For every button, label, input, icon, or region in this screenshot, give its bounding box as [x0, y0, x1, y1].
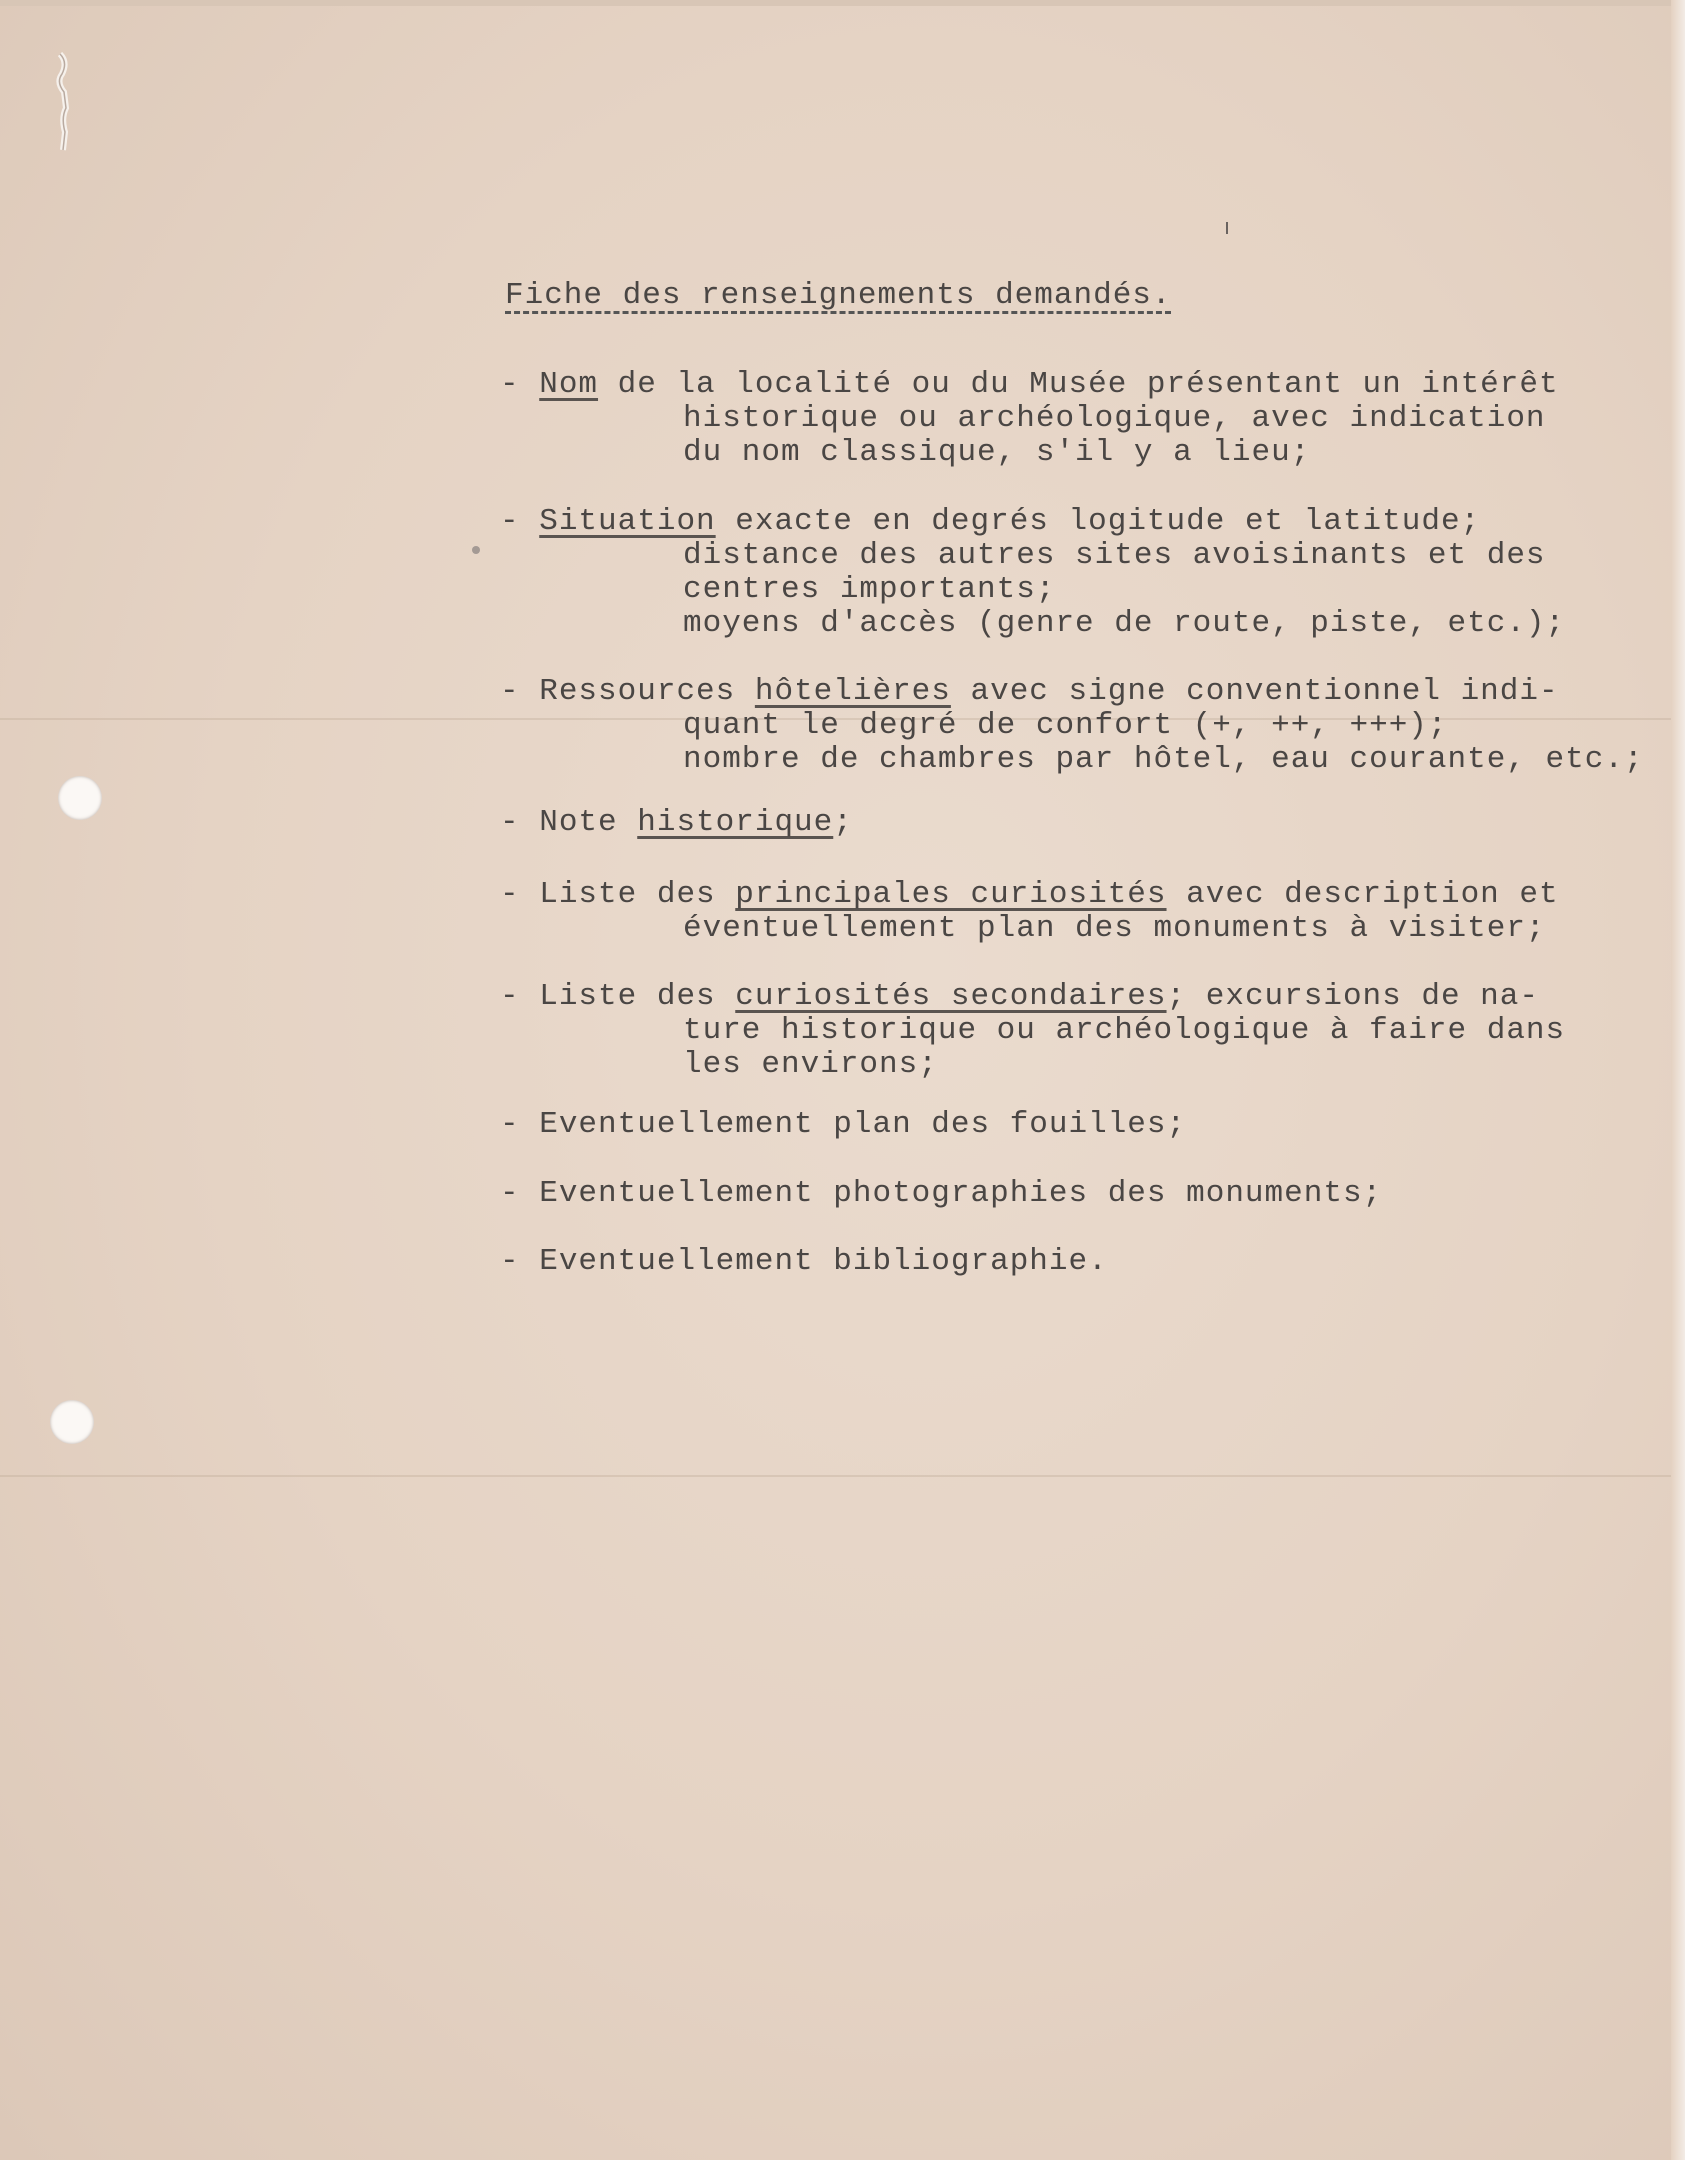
- list-dash: -: [500, 504, 520, 539]
- list-dash: -: [500, 1176, 520, 1211]
- list-dash: -: [500, 1244, 520, 1279]
- list-dash: -: [500, 367, 520, 402]
- list-item: [500, 1245, 1660, 1279]
- item-first-line-text: avec signe conventionnel indi-: [950, 674, 1559, 709]
- item-first-line-text: exacte en degrés logitude et latitude;: [715, 504, 1481, 539]
- item-first-line-text: de la localité ou du Musée présentant un intérêt: [598, 367, 1559, 402]
- item-continuation-line: les environs;: [683, 1047, 938, 1082]
- item-underlined-text: curiosités secondaires: [735, 979, 1167, 1014]
- item-continuation-line: quant le degré de confort (+, ++, +++);: [683, 708, 1448, 743]
- item-text: Eventuellement plan des fouilles;: [539, 1107, 1187, 1142]
- item-underlined-text: historique: [637, 805, 834, 840]
- item-underlined-text: principales curiosités: [735, 877, 1167, 912]
- list-item: [500, 368, 1660, 470]
- item-first-line-text: avec description et: [1166, 877, 1559, 912]
- item-underlined-text: hôtelières: [754, 674, 951, 709]
- item-lead-text: Ressources: [539, 674, 755, 709]
- item-first-line-text: ; excursions de na-: [1166, 979, 1539, 1014]
- list-item: [500, 1177, 1660, 1211]
- item-continuation-line: distance des autres sites avoisinants et des: [683, 538, 1546, 573]
- list-dash: -: [500, 1107, 520, 1142]
- list-item: [500, 806, 1660, 840]
- item-continuation-line: du nom classique, s'il y a lieu;: [683, 435, 1311, 470]
- item-text: Eventuellement bibliographie.: [539, 1244, 1108, 1279]
- item-lead-text: Note: [539, 805, 638, 840]
- list-dash: -: [500, 674, 520, 709]
- list-dash: -: [500, 805, 520, 840]
- item-continuation-line: centres importants;: [683, 572, 1056, 607]
- item-first-line-text: ;: [833, 805, 853, 840]
- list-dash: -: [500, 877, 520, 912]
- item-lead-underlined: Situation: [539, 504, 716, 539]
- item-text: Eventuellement photographies des monuments;: [539, 1176, 1383, 1211]
- item-lead-text: Liste des: [539, 979, 736, 1014]
- list-dash: -: [500, 979, 520, 1014]
- list-item: [500, 878, 1660, 946]
- list-item: [500, 980, 1660, 1082]
- document-title: Fiche des renseignements demandés.: [505, 278, 1172, 313]
- item-continuation-line: historique ou archéologique, avec indication: [683, 401, 1546, 436]
- item-continuation-line: nombre de chambres par hôtel, eau courante, etc.;: [683, 742, 1644, 777]
- item-continuation-line: ture historique ou archéologique à faire dans: [683, 1013, 1566, 1048]
- list-item: [500, 675, 1660, 777]
- list-item: [500, 505, 1660, 641]
- item-continuation-line: éventuellement plan des monuments à visiter;: [683, 911, 1546, 946]
- item-lead-text: Liste des: [539, 877, 736, 912]
- item-continuation-line: moyens d'accès (genre de route, piste, etc.);: [683, 606, 1566, 641]
- list-item: [500, 1108, 1660, 1142]
- item-lead-underlined: Nom: [539, 367, 599, 402]
